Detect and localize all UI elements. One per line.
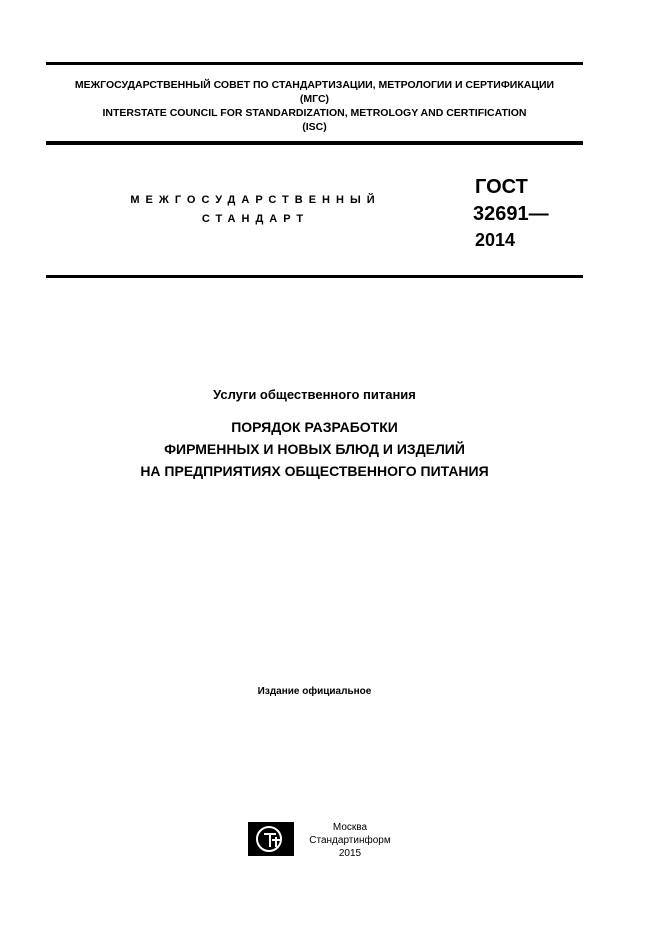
- document-title: [46, 416, 583, 482]
- title-line-2: ФИРМЕННЫХ И НОВЫХ БЛЮД И ИЗДЕЛИЙ: [164, 441, 465, 457]
- official-edition-label: Издание официальное: [257, 686, 372, 697]
- council-name-ru: МЕЖГОСУДАРСТВЕННЫЙ СОВЕТ ПО СТАНДАРТИЗАЦИИ, МЕТРОЛОГИИ И СЕРТИФИКАЦИИ: [74, 79, 555, 91]
- imprint-publisher: Стандартинформ: [309, 835, 391, 846]
- gost-year: 2014: [475, 230, 516, 250]
- imprint-city: Москва: [332, 822, 368, 833]
- council-abbr-en: (ISC): [302, 121, 327, 133]
- title-line-3: НА ПРЕДПРИЯТИЯХ ОБЩЕСТВЕННОГО ПИТАНИЯ: [140, 463, 489, 479]
- standard-rule: [46, 275, 583, 278]
- top-rule: [46, 62, 583, 65]
- imprint: [300, 821, 400, 860]
- council-name-en: INTERSTATE COUNCIL FOR STANDARDIZATION, METROLOGY AND CERTIFICATION: [102, 107, 527, 119]
- council-abbr-ru: (МГС): [299, 93, 330, 105]
- standard-kind-line1: МЕЖГОСУДАРСТВЕННЫЙ: [130, 194, 381, 206]
- header-rule: [46, 141, 583, 145]
- imprint-year: 2015: [338, 848, 362, 859]
- standard-kind: [118, 191, 393, 229]
- standard-kind-line2: СТАНДАРТ: [201, 213, 310, 225]
- council-header: [46, 78, 583, 134]
- standartinform-logo-icon: [248, 822, 294, 856]
- title-line-1: ПОРЯДОК РАЗРАБОТКИ: [231, 419, 398, 435]
- document-subject: Услуги общественного питания: [213, 387, 416, 402]
- gost-label: ГОСТ: [475, 176, 528, 198]
- gost-number: 32691—: [473, 203, 549, 225]
